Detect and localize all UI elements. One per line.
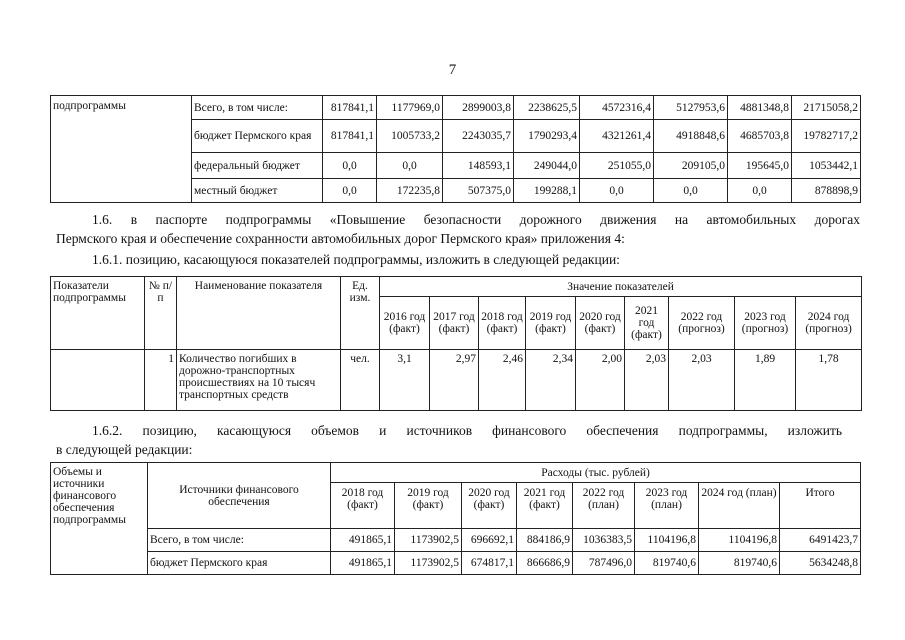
header-indicator-values: Значение показателей (380, 277, 862, 297)
year-header: 2016 год (факт) (380, 297, 430, 350)
table-cell: 4881348,8 (728, 96, 792, 120)
table-cell: 5634248,8 (780, 552, 861, 575)
table-cell: 1,89 (735, 350, 796, 411)
table-cell: 1173902,5 (395, 529, 462, 552)
table-cell: 507375,0 (443, 179, 514, 203)
paragraph-1-6: 1.6. в паспорте подпрограммы «Повышение безопасности дорожного движения на автомобильных дорогах (92, 212, 860, 227)
table-cell: 21715058,2 (792, 96, 861, 120)
indicator-unit: чел. (341, 350, 380, 411)
paragraph-1-6-cont: Пермского края и обеспечение сохранности автомобильных дорог Пермского края» приложения 4: (56, 231, 625, 246)
year-header: 2023 год (план) (635, 483, 699, 529)
table-cell: 491865,1 (331, 529, 395, 552)
table-cell: 1790293,4 (514, 120, 580, 153)
row-number: 1 (145, 350, 177, 411)
table-cell: 3,1 (380, 350, 430, 411)
table-cell: 2243035,7 (443, 120, 514, 153)
table-cell: 817841,1 (323, 96, 377, 120)
subprogram-label: подпрограммы (51, 96, 192, 203)
indicators-table (50, 276, 862, 411)
paragraph-1-6-2-cont: в следующей редакции: (56, 442, 193, 457)
table-cell: 0,0 (323, 179, 377, 203)
table-cell: 148593,1 (443, 153, 514, 179)
header-expenses: Расходы (тыс. рублей) (331, 463, 861, 483)
table-cell: 787496,0 (573, 552, 635, 575)
table-cell: 19782717,2 (792, 120, 861, 153)
header-number: № п/п (145, 277, 177, 350)
table-cell: 6491423,7 (780, 529, 861, 552)
table-cell: 2,97 (430, 350, 479, 411)
table-cell: 696692,1 (462, 529, 517, 552)
table-cell: 0,0 (654, 179, 728, 203)
header-indicator-name: Наименование показателя (177, 277, 341, 350)
table-cell: 249044,0 (514, 153, 580, 179)
table-cell: 819740,6 (699, 552, 780, 575)
table-cell: 172235,8 (377, 179, 443, 203)
table-cell: 1104196,8 (699, 529, 780, 552)
table-cell: 209105,0 (654, 153, 728, 179)
table-cell: 0,0 (377, 153, 443, 179)
year-header: 2018 год (факт) (331, 483, 395, 529)
row-label: Всего, в том числе: (192, 96, 323, 120)
row-label: федеральный бюджет (192, 153, 323, 179)
table-cell: 866686,9 (517, 552, 573, 575)
table-cell: 0,0 (728, 179, 792, 203)
year-header: 2021 год (факт) (517, 483, 573, 529)
table-cell: 4918848,6 (654, 120, 728, 153)
table-cell: 819740,6 (635, 552, 699, 575)
table-cell: 4321261,4 (580, 120, 654, 153)
table-cell: 1177969,0 (377, 96, 443, 120)
header-unit: Ед. изм. (341, 277, 380, 350)
table-cell: 2,03 (669, 350, 735, 411)
year-header: 2020 год (факт) (576, 297, 625, 350)
table-cell: 0,0 (580, 179, 654, 203)
year-header: 2024 год (план) (699, 483, 780, 529)
row-label: бюджет Пермского края (192, 120, 323, 153)
page-number: 7 (448, 62, 457, 78)
table-cell: 251055,0 (580, 153, 654, 179)
table-cell: 884186,9 (517, 529, 573, 552)
table-cell: 2,34 (526, 350, 576, 411)
year-header: 2023 год (прогноз) (735, 297, 796, 350)
table-cell: 878898,9 (792, 179, 861, 203)
table-cell: 1005733,2 (377, 120, 443, 153)
empty-cell (51, 350, 145, 411)
indicator-name: Количество погибших в дорожно-транспортных происшествиях на 10 тысяч транспортных средств (177, 350, 341, 411)
year-header: 2024 год (прогноз) (796, 297, 862, 350)
year-header: 2019 год (факт) (395, 483, 462, 529)
table-cell: 199288,1 (514, 179, 580, 203)
table-cell: 2,00 (576, 350, 625, 411)
table-cell: 4572316,4 (580, 96, 654, 120)
year-header: 2022 год (план) (573, 483, 635, 529)
table-cell: 817841,1 (323, 120, 377, 153)
row-label: местный бюджет (192, 179, 323, 203)
paragraph-1-6-1: 1.6.1. позицию, касающуюся показателей подпрограммы, изложить в следующей редакции: (92, 252, 620, 267)
header-sources: Источники финансового обеспечения (148, 463, 331, 529)
paragraph-1-6-2: 1.6.2. позицию, касающуюся объемов и источников финансового обеспечения подпрограммы, изложить (92, 423, 842, 438)
table-cell: 491865,1 (331, 552, 395, 575)
table-cell: 5127953,6 (654, 96, 728, 120)
table-cell: 2,03 (625, 350, 669, 411)
table-cell: 2238625,5 (514, 96, 580, 120)
table-cell: 1104196,8 (635, 529, 699, 552)
table-cell: 2899003,8 (443, 96, 514, 120)
header-indicators: Показатели подпрограммы (51, 277, 145, 350)
table-cell: 1053442,1 (792, 153, 861, 179)
table-cell: 0,0 (323, 153, 377, 179)
year-header: 2018 год (факт) (479, 297, 526, 350)
table-cell: 1,78 (796, 350, 862, 411)
table-cell: 4685703,8 (728, 120, 792, 153)
year-header: 2020 год (факт) (462, 483, 517, 529)
table-cell: 674817,1 (462, 552, 517, 575)
year-header: 2021 год (факт) (625, 297, 669, 350)
header-volumes: Объемы и источники финансового обеспечения подпрограммы (51, 463, 148, 575)
total-header: Итого (780, 483, 861, 529)
table-cell: 1036383,5 (573, 529, 635, 552)
table-cell: 195645,0 (728, 153, 792, 179)
row-label: Всего, в том числе: (148, 529, 331, 552)
funding-table-top (50, 95, 861, 203)
year-header: 2017 год (факт) (430, 297, 479, 350)
table-cell: 1173902,5 (395, 552, 462, 575)
year-header: 2019 год (факт) (526, 297, 576, 350)
year-header: 2022 год (прогноз) (669, 297, 735, 350)
funding-table-bottom (50, 462, 861, 575)
row-label: бюджет Пермского края (148, 552, 331, 575)
table-cell: 2,46 (479, 350, 526, 411)
